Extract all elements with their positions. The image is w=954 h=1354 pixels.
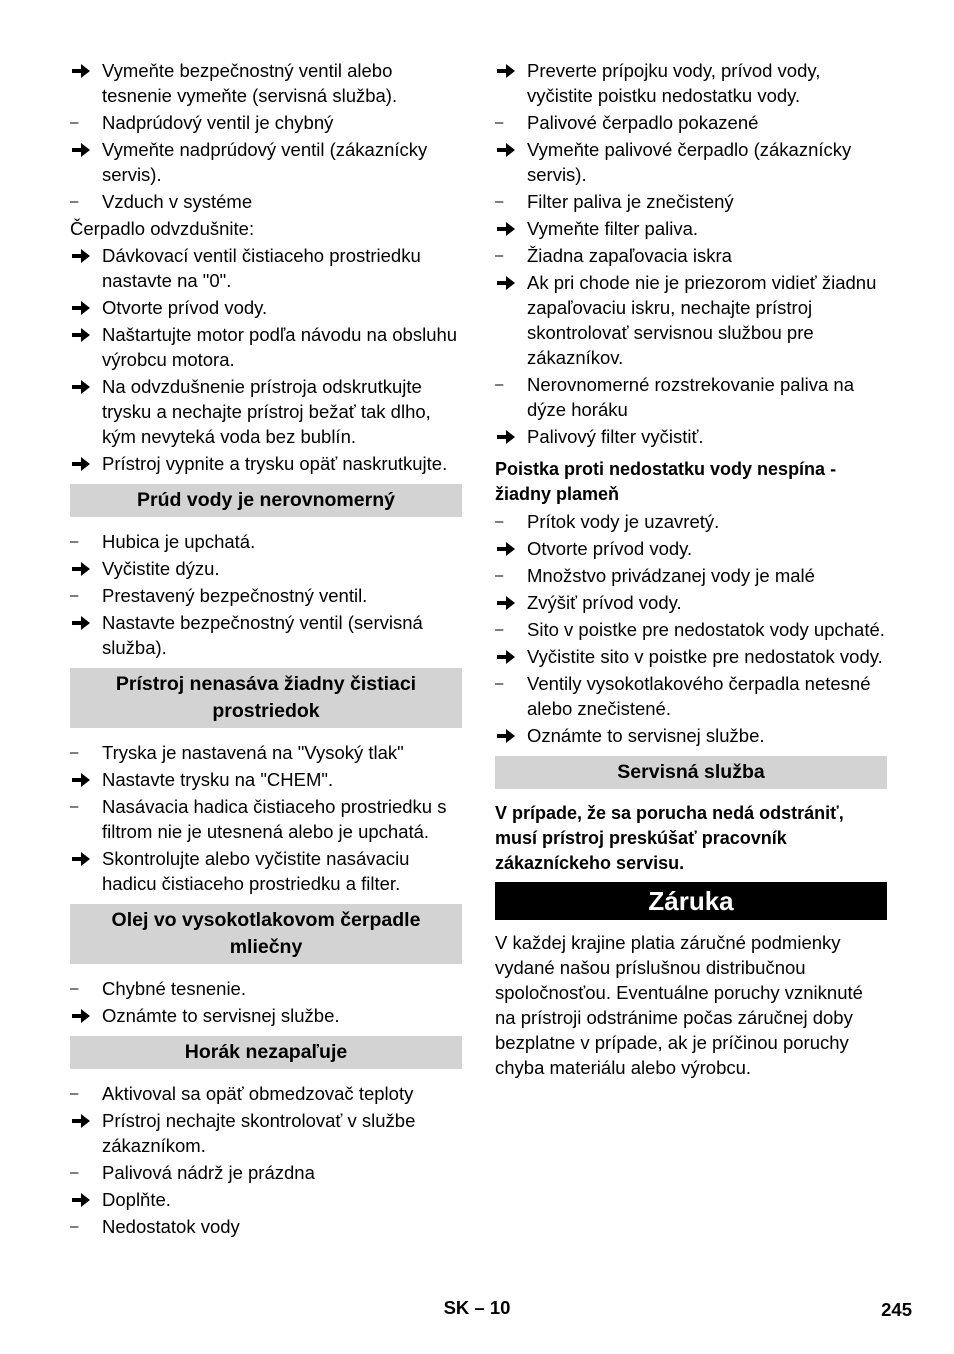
right-arrow-icon: [70, 767, 102, 792]
action-item: [70, 243, 462, 293]
right-arrow-icon: [70, 374, 102, 449]
cause-item: [70, 740, 462, 765]
action-item: [495, 644, 887, 669]
section-heading: Prúd vody je nerovnomerný: [70, 484, 462, 517]
cause-item: [495, 509, 887, 534]
right-arrow-icon: [70, 1003, 102, 1028]
item-text: Dávkovací ventil čistiaceho prostriedku nastavte na "0".: [102, 245, 421, 291]
dash-bullet: –: [495, 567, 504, 584]
cause-item: [70, 1081, 462, 1106]
item-text: Vyčistite sito v poistke pre nedostatok vody.: [527, 646, 883, 667]
cause-item: [495, 671, 887, 721]
item-text: Palivové čerpadlo pokazené: [527, 112, 759, 133]
right-arrow-icon: [495, 137, 527, 187]
action-item: [495, 216, 887, 241]
action-item: [70, 767, 462, 792]
action-item: [70, 556, 462, 581]
right-arrow-icon: [70, 1187, 102, 1212]
item-text: Naštartujte motor podľa návodu na obsluhu výrobcu motora.: [102, 324, 458, 370]
action-item: [495, 590, 887, 615]
action-item: [70, 374, 462, 449]
page-number: 245: [881, 1299, 912, 1320]
action-item: [70, 1003, 462, 1028]
cause-item: [495, 617, 887, 642]
cause-item: [70, 189, 462, 214]
section-heading: Prístroj nenasáva žiadny čistiaci prostriedok: [70, 668, 462, 728]
item-text: Chybné tesnenie.: [102, 978, 246, 999]
item-text: Preverte prípojku vody, prívod vody, vyčistite poistku nedostatku vody.: [527, 60, 821, 106]
action-item: [495, 137, 887, 187]
cause-item: [70, 1160, 462, 1185]
dash-bullet: –: [70, 980, 79, 997]
item-text: Vyčistite dýzu.: [102, 558, 220, 579]
dash-bullet: –: [70, 533, 79, 550]
action-item: [70, 451, 462, 476]
item-text: Palivový filter vyčistiť.: [527, 426, 704, 447]
sub-heading: Poistka proti nedostatku vody nespína - žiadny plameň: [495, 459, 837, 504]
item-text: Prístroj vypnite a trysku opäť naskrutkujte.: [102, 453, 448, 474]
item-text: Prestavený bezpečnostný ventil.: [102, 585, 368, 606]
item-text: Tryska je nastavená na "Vysoký tlak": [102, 742, 404, 763]
action-item: [70, 322, 462, 372]
bold-paragraph: V prípade, že sa porucha nedá odstrániť, musí prístroj preskúšať pracovník zákazníckeho servisu.: [495, 803, 844, 873]
item-text: Vymeňte filter paliva.: [527, 218, 699, 239]
dash-bullet: –: [495, 675, 504, 692]
cause-item: [70, 110, 462, 135]
item-text: Množstvo privádzanej vody je malé: [527, 565, 815, 586]
item-text: Vymeňte bezpečnostný ventil alebo tesnenie vymeňte (servisná služba).: [102, 60, 398, 106]
action-item: [70, 1108, 462, 1158]
item-text: Prístroj nechajte skontrolovať v službe zákazníkom.: [102, 1110, 416, 1156]
cause-item: [495, 243, 887, 268]
item-text: Otvorte prívod vody.: [102, 297, 268, 318]
plain-text: Čerpadlo odvzdušnite:: [70, 218, 255, 239]
item-text: Oznámte to servisnej službe.: [102, 1005, 340, 1026]
right-arrow-icon: [495, 216, 527, 241]
chapter-heading: Záruka: [495, 882, 887, 920]
item-text: Hubica je upchatá.: [102, 531, 256, 552]
cause-item: [70, 529, 462, 554]
item-text: Doplňte.: [102, 1189, 171, 1210]
dash-bullet: –: [70, 1085, 79, 1102]
dash-bullet: –: [495, 513, 504, 530]
right-column: [495, 58, 887, 1080]
right-arrow-icon: [70, 243, 102, 293]
item-text: Vzduch v systéme: [102, 191, 253, 212]
right-arrow-icon: [70, 295, 102, 320]
right-arrow-icon: [70, 322, 102, 372]
item-text: Nasávacia hadica čistiaceho prostriedku s filtrom nie je utesnená alebo je upchatá.: [102, 796, 447, 842]
item-text: Vymeňte palivové čerpadlo (zákaznícky servis).: [527, 139, 852, 185]
right-arrow-icon: [70, 58, 102, 108]
cause-item: [70, 794, 462, 844]
cause-item: [495, 189, 887, 214]
cause-item: [70, 583, 462, 608]
action-item: [495, 424, 887, 449]
action-item: [70, 1187, 462, 1212]
dash-bullet: –: [495, 114, 504, 131]
item-text: Otvorte prívod vody.: [527, 538, 693, 559]
right-arrow-icon: [70, 846, 102, 896]
cause-item: [495, 372, 887, 422]
dash-bullet: –: [70, 193, 79, 210]
item-text: Aktivoval sa opäť obmedzovač teploty: [102, 1083, 414, 1104]
right-arrow-icon: [495, 536, 527, 561]
item-text: Na odvzdušnenie prístroja odskrutkujte trysku a nechajte prístroj bežať tak dlho, kým nevyteká voda bez bublín.: [102, 376, 431, 447]
action-item: [70, 846, 462, 896]
dash-bullet: –: [495, 247, 504, 264]
item-text: Nedostatok vody: [102, 1216, 240, 1237]
action-item: [70, 137, 462, 187]
item-text: Zvýšiť prívod vody.: [527, 592, 682, 613]
cause-item: [70, 976, 462, 1001]
cause-item: [70, 1214, 462, 1239]
item-text: Skontrolujte alebo vyčistite nasávaciu hadicu čistiaceho prostriedku a filter.: [102, 848, 410, 894]
right-arrow-icon: [495, 644, 527, 669]
right-arrow-icon: [70, 451, 102, 476]
dash-bullet: –: [495, 621, 504, 638]
right-arrow-icon: [70, 556, 102, 581]
item-text: Sito v poistke pre nedostatok vody upchaté.: [527, 619, 885, 640]
right-arrow-icon: [70, 1108, 102, 1158]
item-text: Ventily vysokotlakového čerpadla netesné alebo znečistené.: [527, 673, 871, 719]
right-arrow-icon: [495, 424, 527, 449]
item-text: Vymeňte nadprúdový ventil (zákaznícky servis).: [102, 139, 428, 185]
dash-bullet: –: [495, 193, 504, 210]
action-item: [495, 723, 887, 748]
right-arrow-icon: [495, 270, 527, 370]
action-item: [495, 536, 887, 561]
item-text: Nastavte trysku na "CHEM".: [102, 769, 334, 790]
item-text: Prítok vody je uzavretý.: [527, 511, 720, 532]
item-text: Nadprúdový ventil je chybný: [102, 112, 334, 133]
item-text: Oznámte to servisnej službe.: [527, 725, 765, 746]
item-text: Nastavte bezpečnostný ventil (servisná služba).: [102, 612, 423, 658]
section-heading: Olej vo vysokotlakovom čerpadle mliečny: [70, 904, 462, 964]
section-heading: Servisná služba: [495, 756, 887, 789]
right-arrow-icon: [70, 610, 102, 660]
section-heading: Horák nezapaľuje: [70, 1036, 462, 1069]
action-item: [495, 58, 887, 108]
action-item: [70, 610, 462, 660]
item-text: Nerovnomerné rozstrekovanie paliva na dýze horáku: [527, 374, 855, 420]
cause-item: [495, 563, 887, 588]
right-arrow-icon: [495, 58, 527, 108]
dash-bullet: –: [70, 744, 79, 761]
right-arrow-icon: [70, 137, 102, 187]
item-text: Palivová nádrž je prázdna: [102, 1162, 315, 1183]
dash-bullet: –: [70, 798, 79, 815]
dash-bullet: –: [70, 114, 79, 131]
cause-item: [495, 110, 887, 135]
action-item: [70, 58, 462, 108]
footer-language-page: SK – 10: [443, 1297, 511, 1318]
right-arrow-icon: [495, 590, 527, 615]
item-text: Filter paliva je znečistený: [527, 191, 734, 212]
item-text: Žiadna zapaľovacia iskra: [527, 245, 732, 266]
dash-bullet: –: [70, 1218, 79, 1235]
action-item: [70, 295, 462, 320]
right-arrow-icon: [495, 723, 527, 748]
item-text: Ak pri chode nie je priezorom vidieť žiadnu zapaľovaciu iskru, nechajte prístroj skontrolovať servisnou službou pre zákazníkov.: [527, 272, 877, 368]
dash-bullet: –: [70, 587, 79, 604]
dash-bullet: –: [495, 376, 504, 393]
dash-bullet: –: [70, 1164, 79, 1181]
paragraph: V každej krajine platia záručné podmienky vydané našou príslušnou distribučnou spoločnosťou. Eventuálne poruchy vzniknuté na prístroji odstránime počas záručnej doby bezplatne v prípade, ak je príčinou poruchy chyba materiálu alebo výrobcu.: [495, 932, 863, 1078]
action-item: [495, 270, 887, 370]
left-column: [70, 58, 462, 1241]
